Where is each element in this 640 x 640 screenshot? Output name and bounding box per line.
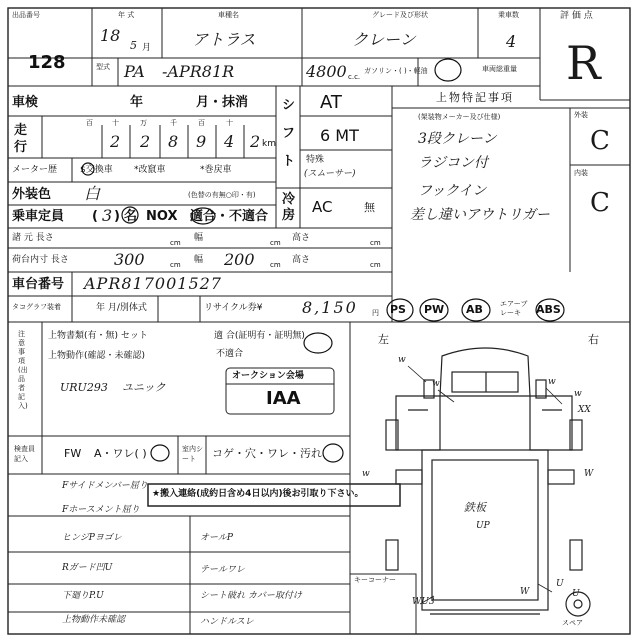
crane-model: URU293 <box>60 381 108 394</box>
crane-maker: ユニック <box>122 381 166 394</box>
capacity-close-paren: ) <box>114 209 120 224</box>
equipment-line-4: 差し違いアウトリガー <box>410 207 550 223</box>
seats-label: 乗車数 <box>498 11 519 19</box>
spec-cm-3: cm <box>370 239 381 247</box>
bed-cm-1: cm <box>170 261 181 269</box>
interior-grade: C <box>590 188 610 218</box>
color-change-label: (色替の有無○印・有) <box>188 191 256 199</box>
bed-length: 300 <box>114 250 145 269</box>
fw-label: FW <box>64 447 82 460</box>
key-corner-label: キーコーナー <box>354 576 396 584</box>
fw-options: A・ワレ( ) <box>94 447 147 460</box>
inspection-year-label: 年 <box>130 95 144 110</box>
km-unit: km <box>262 139 276 149</box>
spec-label: 諸 元 長さ <box>12 233 54 243</box>
capacity-open-paren: ( <box>92 209 98 224</box>
feature-abs: ABS <box>536 303 561 316</box>
note-5: Rガード凹U <box>62 563 113 573</box>
mileage-digit-4: 4 <box>224 132 235 151</box>
seats-value: 4 <box>506 32 517 51</box>
feature-pw: PW <box>424 303 445 316</box>
mileage-digit-5: 2 <box>250 132 261 151</box>
seat-label: 室内シート <box>182 445 203 463</box>
chassis-value: APR817001527 <box>84 274 222 293</box>
meter-option-3: *巻戻車 <box>200 165 232 175</box>
inspector-label: 検査員記入 <box>14 445 35 463</box>
diagram-left: 左 <box>378 333 389 346</box>
meter-option-1: $交換車 <box>80 165 113 175</box>
spec-height-label: 高さ <box>292 233 311 243</box>
diagram-spare: スペア <box>562 619 583 627</box>
diagram-mark-11: U <box>572 589 580 599</box>
recycle-yen: 円 <box>372 309 379 317</box>
car-name: アトラス <box>192 30 256 49</box>
nox-label: NOX <box>146 209 178 224</box>
equipment-line-3: フックイン <box>418 183 487 199</box>
note-1: Fサイドメンバー屈り <box>62 481 148 491</box>
diagram-mark-8: WU3 <box>412 597 435 607</box>
car-name-label: 車種名 <box>218 11 239 19</box>
ac-none: 無 <box>364 201 375 214</box>
model-code: -APR81R <box>162 62 235 81</box>
body-docs-conform: 適 合(証明有・証明無) <box>214 331 305 341</box>
diagram-mark-4: w <box>574 389 582 399</box>
spec-width-label: 幅 <box>194 233 204 243</box>
color-label: 外装色 <box>12 187 52 202</box>
note-10: ハンドルスレ <box>200 617 254 627</box>
body-operation: 上物動作(確認・未確認) <box>48 351 146 361</box>
capacity-value: 3 <box>102 206 113 225</box>
body-docs-nonconform: 不適合 <box>216 349 244 359</box>
capacity-unit: 名 <box>124 209 138 224</box>
month-value: 5 <box>130 39 137 52</box>
bed-cm-3: cm <box>370 261 381 269</box>
diagram-mark-3: w <box>548 377 556 387</box>
feature-ps: PS <box>390 303 406 316</box>
recycle-amount: 8,150 <box>302 298 358 317</box>
bed-label: 荷台内寸 長さ <box>12 255 69 265</box>
note-8: シート破れ カバー取付け <box>200 591 302 601</box>
note-6: テールワレ <box>200 565 245 575</box>
bed-cm-2: cm <box>270 261 281 269</box>
equipment-title: 上物特記事項 <box>436 91 514 104</box>
equipment-line-1: 3段クレーン <box>418 131 497 147</box>
bed-width-label: 幅 <box>194 255 204 265</box>
mileage-unit-2: 万 <box>140 119 147 127</box>
diagram-mark-1: w <box>398 355 406 365</box>
notes-side-label: 注意事項(出品者記入) <box>18 330 28 410</box>
inspection-month-label: 月・抹消 <box>196 95 249 110</box>
bed-height-label: 高さ <box>292 255 311 265</box>
spec-cm-1: cm <box>170 239 181 247</box>
rating-label: 評 価 点 <box>560 11 593 21</box>
interior-label: 内装 <box>574 169 588 177</box>
model-label: 型式 <box>96 63 110 71</box>
tachograph-label: タコグラフ装着 <box>12 303 61 311</box>
displacement: 4800 <box>306 62 347 81</box>
spec-cm-2: cm <box>270 239 281 247</box>
cooler-label: 冷房 <box>282 192 296 223</box>
diagram-mark-7: W <box>584 469 594 479</box>
bed-note-bottom: UP <box>476 521 490 531</box>
bed-note-top: 鉄板 <box>464 501 486 514</box>
shift-mt: 6 MT <box>320 126 359 145</box>
meter-label: メーター歴 <box>12 165 58 175</box>
mileage-unit-5: 十 <box>226 119 233 127</box>
shift-at: AT <box>320 92 342 113</box>
feature-ab: AB <box>466 303 483 316</box>
exterior-grade: C <box>590 126 610 156</box>
mileage-digit-1: 2 <box>140 132 151 151</box>
mileage-unit-0: 百 <box>86 119 93 127</box>
seat-options: コゲ・穴・ワレ・汚れ <box>212 447 322 460</box>
mileage-unit-4: 百 <box>198 119 205 127</box>
body-docs: 上物書類(有・無) セット <box>48 331 148 341</box>
meter-option-2: *改竄車 <box>134 165 166 175</box>
month-suffix: 月 <box>142 43 152 53</box>
lot-no-label: 出品番号 <box>12 11 40 19</box>
year-label: 年 式 <box>118 11 135 19</box>
grade-label: グレード及び形状 <box>372 11 428 19</box>
pickup-notice: ★搬入連絡(成約日含め4日以内)後お引取り下さい。 <box>152 489 364 499</box>
vehicle-diagram <box>386 348 590 616</box>
mileage-unit-3: 千 <box>170 119 177 127</box>
cc-unit: c.c. <box>348 73 361 81</box>
nox-conform: 適合・不適合 <box>190 209 269 224</box>
ac: AC <box>312 198 333 216</box>
model-prefix: PA <box>124 62 145 81</box>
mileage-digit-2: 8 <box>168 132 179 151</box>
equipment-subtitle: (架装物メーカー及び仕様) <box>418 113 501 121</box>
capacity-label: 乗車定員 <box>12 209 65 224</box>
note-9: 上物動作未確認 <box>62 615 126 625</box>
mileage-label: 走行 <box>14 123 28 155</box>
diagram-mark-5: XX <box>578 405 591 415</box>
tachograph-separate: 年 月/別体式 <box>96 303 147 313</box>
special-label: 特殊 <box>306 155 325 165</box>
shift-label: シフト <box>282 98 296 169</box>
diagram-mark-2: w <box>432 379 440 389</box>
diagram-right: 右 <box>588 333 599 346</box>
auction-logo: IAA <box>266 388 301 409</box>
diagram-mark-10: U <box>556 579 564 589</box>
equipment-line-2: ラジコン付 <box>418 155 488 171</box>
diagram-mark-9: W <box>520 587 530 597</box>
note-2: Fホースメント屈り <box>62 505 140 515</box>
inspection-label: 車検 <box>12 95 39 110</box>
note-7: 下廻りP.U <box>62 591 104 601</box>
exterior-label: 外装 <box>574 111 588 119</box>
color-value: 白 <box>84 184 101 203</box>
gross-weight-label: 車両総重量 <box>482 65 517 73</box>
diagram-mark-6: w <box>362 469 370 479</box>
rating-value: R <box>566 36 601 90</box>
feature-air-brake: エアーブレーキ <box>500 300 528 317</box>
auction-title: オークション会場 <box>232 371 304 381</box>
mileage-digit-0: 2 <box>110 132 121 151</box>
mileage-unit-1: 十 <box>112 119 119 127</box>
recycle-ticket-label: リサイクル券¥ <box>204 303 263 313</box>
note-3: ヒンジPヨゴレ <box>62 533 122 543</box>
bed-width: 200 <box>224 250 255 269</box>
note-4: オールP <box>200 533 233 543</box>
fuel-label: ガソリン・( )・軽油 <box>364 67 428 75</box>
year-value: 18 <box>100 26 121 45</box>
chassis-label: 車台番号 <box>12 277 65 292</box>
mileage-digit-3: 9 <box>196 132 207 151</box>
special-value: (スムーサー) <box>304 169 356 179</box>
grade-value: クレーン <box>352 30 416 49</box>
lot-no: 128 <box>28 52 66 73</box>
